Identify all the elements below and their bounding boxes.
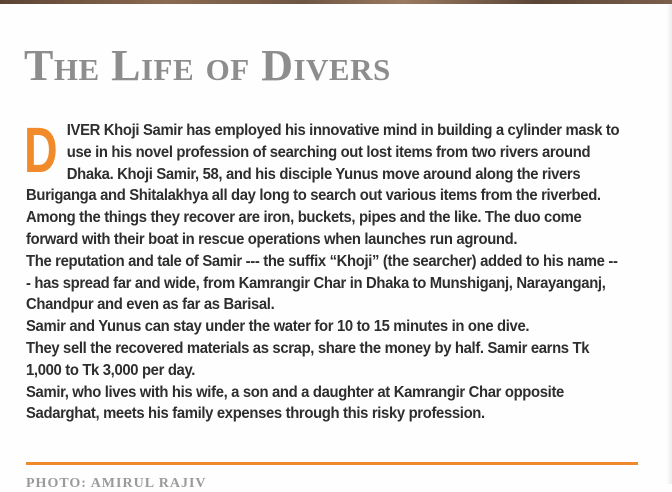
page-title: The Life of Divers xyxy=(24,41,391,90)
photo-credit: PHOTO: AMIRUL RAJIV xyxy=(26,476,207,491)
article-body xyxy=(24,114,620,425)
photo-edge-strip xyxy=(0,0,672,4)
page-edge-shadow xyxy=(666,4,672,484)
article-paragraph: Samir and Yunus can stay under the water for 10 to 15 minutes in one dive. xyxy=(26,318,530,336)
orange-divider xyxy=(26,462,638,465)
article-paragraph: Samir, who lives with his wife, a son and a daughter at Kamrangir Char opposite Sadarghat, meets his family expenses through this risky profession. xyxy=(26,383,564,423)
article-paragraph xyxy=(24,114,620,251)
article-paragraph: They sell the recovered materials as scrap, share the money by half. Samir earns Tk 1,000 to Tk 3,000 per day. xyxy=(26,339,590,379)
article-paragraph: The reputation and tale of Samir --- the suffix “Khoji” (the searcher) added to his name --- has spread far and wide, from Kamrangir Char in Dhaka to Munshiganj, Narayanganj, Chandpur and even as far as Barisal. xyxy=(26,252,618,314)
article-paragraph-text: IVER Khoji Samir has employed his innovative mind in building a cylinder mask to use in his novel profession of searching out lost items from two rivers around Dhaka. Khoji Samir, 58, and his disciple Yunus move around along the rivers Buriganga and Shitalakhya all day long to search out various items from the riverbed. Among the things they recover are iron, buckets, pipes and the like. The duo come forward with their boat in rescue operations when launches run aground. xyxy=(26,122,620,248)
drop-cap: D xyxy=(24,114,58,186)
